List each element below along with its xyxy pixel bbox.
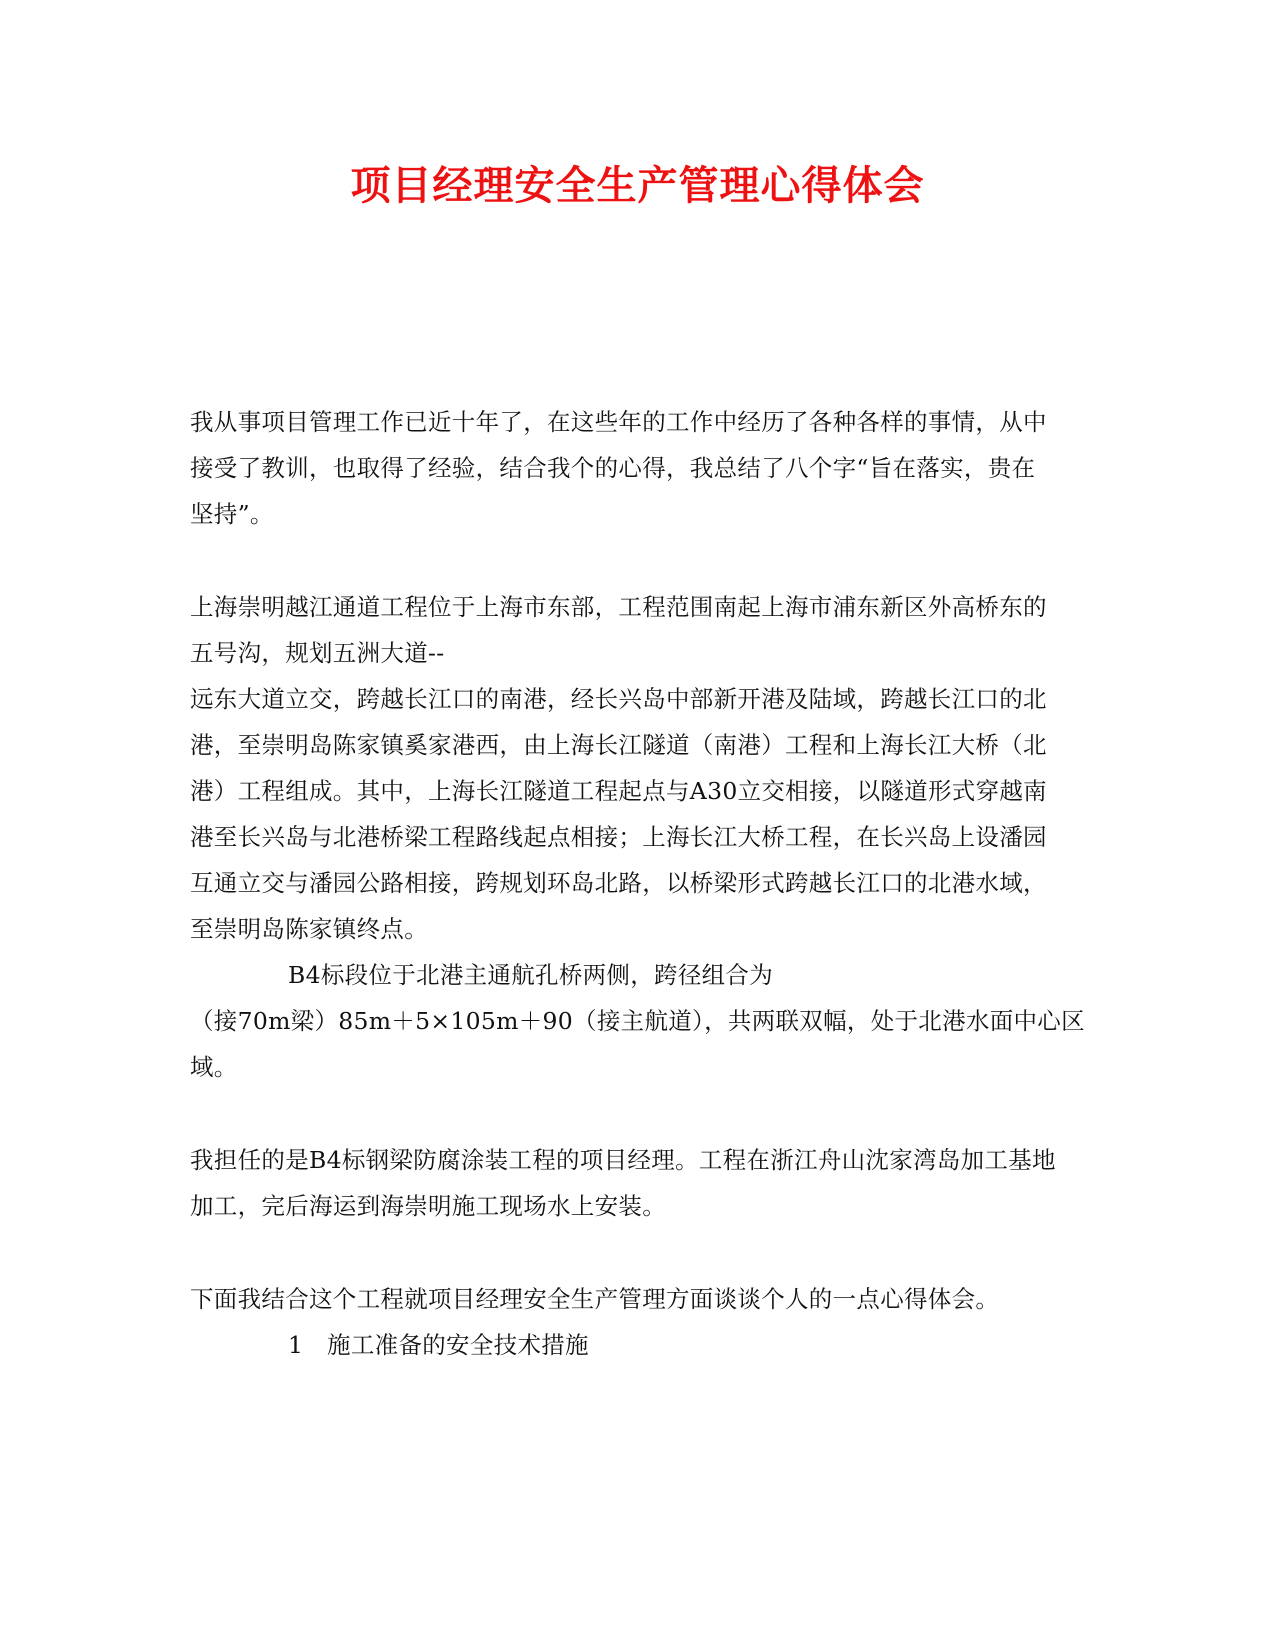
paragraph-line: 五号沟，规划五洲大道-- bbox=[190, 639, 445, 667]
paragraph-line: （接70m梁）85m＋5×105m＋90（接主航道），共两联双幅，处于北港水面中心区 bbox=[190, 1007, 1085, 1035]
paragraph-line: 我从事项目管理工作已近十年了，在这些年的工作中经历了各种各样的事情，从中 bbox=[190, 408, 1047, 436]
paragraph-line: 港至长兴岛与北港桥梁工程路线起点相接；上海长江大桥工程，在长兴岛上设潘园 bbox=[190, 823, 1047, 851]
paragraph-line: 上海崇明越江通道工程位于上海市东部，工程范围南起上海市浦东新区外高桥东的 bbox=[190, 593, 1047, 621]
paragraph-line: 下面我结合这个工程就项目经理安全生产管理方面谈谈个人的一点心得体会。 bbox=[190, 1285, 1000, 1313]
paragraph-line: 加工，完后海运到海崇明施工现场水上安装。 bbox=[190, 1192, 666, 1220]
paragraph-line: 域。 bbox=[190, 1053, 238, 1081]
paragraph-line: 我担任的是B4标钢梁防腐涂装工程的项目经理。工程在浙江舟山沈家湾岛加工基地 bbox=[190, 1146, 1056, 1174]
section-heading: 1 施工准备的安全技术措施 bbox=[288, 1331, 589, 1359]
paragraph-line: 互通立交与潘园公路相接，跨规划环岛北路，以桥梁形式跨越长江口的北港水域， bbox=[190, 869, 1047, 897]
paragraph-line: 港，至崇明岛陈家镇奚家港西，由上海长江隧道（南港）工程和上海长江大桥（北 bbox=[190, 731, 1047, 759]
paragraph-line: B4标段位于北港主通航孔桥两侧，跨径组合为 bbox=[288, 961, 774, 989]
paragraph-line: 远东大道立交，跨越长江口的南港，经长兴岛中部新开港及陆域，跨越长江口的北 bbox=[190, 685, 1047, 713]
document-title: 项目经理安全生产管理心得体会 bbox=[350, 163, 925, 209]
paragraph-line: 接受了教训，也取得了经验，结合我个的心得，我总结了八个字“旨在落实，贵在 bbox=[190, 454, 1036, 482]
paragraph-line: 坚持”。 bbox=[190, 500, 274, 528]
paragraph-line: 至崇明岛陈家镇终点。 bbox=[190, 915, 428, 943]
paragraph-line: 港）工程组成。其中，上海长江隧道工程起点与A30立交相接，以隧道形式穿越南 bbox=[190, 777, 1047, 805]
